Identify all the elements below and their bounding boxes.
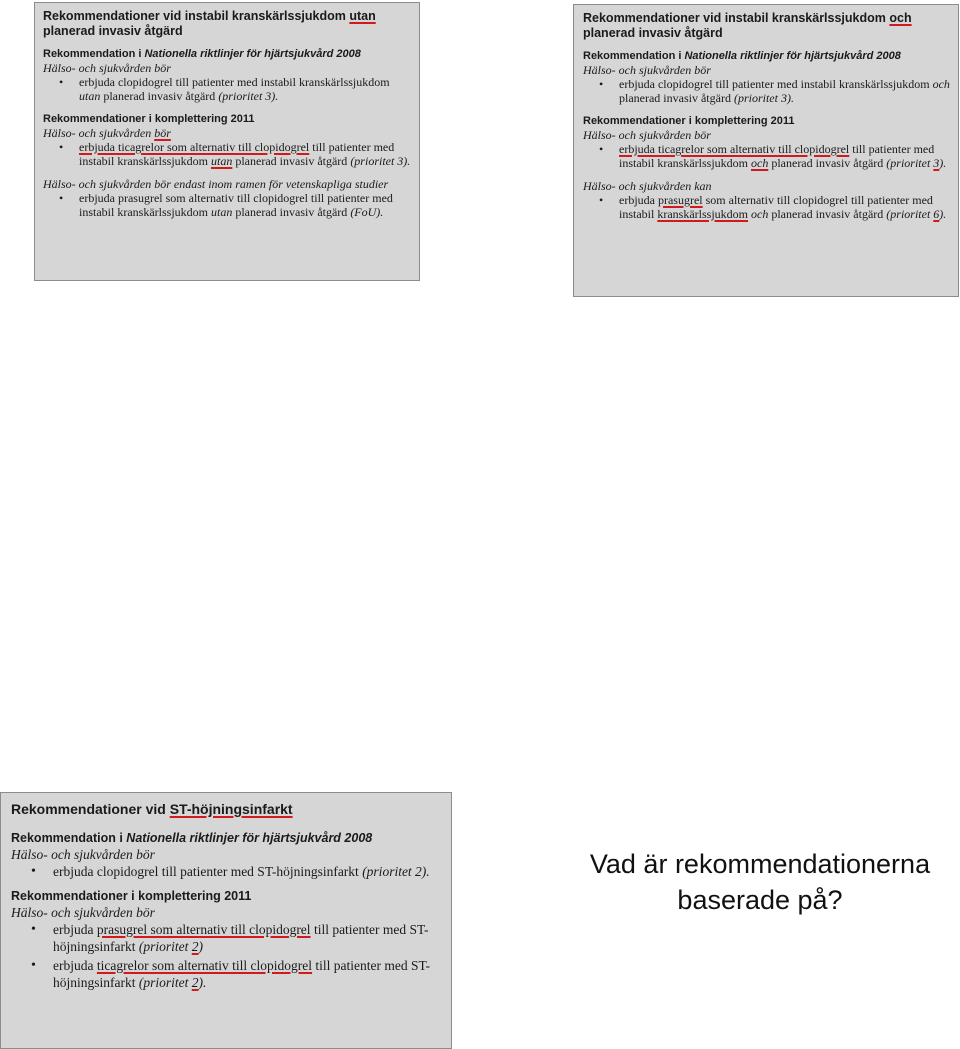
recommendation-list xyxy=(11,921,441,991)
panel-title: Rekommendationer vid instabil kranskärlssjukdom utan planerad invasiv åtgärd xyxy=(43,9,376,38)
recommendation-list xyxy=(43,75,411,103)
recommendation-item: • erbjuda prasugrel som alternativ till clopidogrel till patienter med instabil kranskärlssjukdom och planerad invasiv åtgärd (prioritet 6). xyxy=(619,193,950,221)
section-lead: Hälso- och sjukvården kan xyxy=(583,179,712,193)
recommendation-panel-unstable-without xyxy=(34,2,420,281)
recommendation-item: • erbjuda clopidogrel till patienter med instabil kranskärlssjukdom utan planerad invasiv åtgärd (prioritet 3). xyxy=(79,75,411,103)
recommendation-panel-stemi xyxy=(0,792,452,1049)
recommendation-list xyxy=(43,140,411,168)
recommendation-item: • erbjuda ticagrelor som alternativ till clopidogrel till patienter med ST-höjningsinfarkt (prioritet 2). xyxy=(53,957,441,991)
recommendation-item: • erbjuda clopidogrel till patienter med instabil kranskärlssjukdom och planerad invasiv åtgärd (prioritet 3). xyxy=(619,77,950,105)
section-lead: Hälso- och sjukvården bör xyxy=(583,128,711,142)
recommendation-item: • erbjuda prasugrel som alternativ till clopidogrel till patienter med ST-höjningsinfarkt (prioritet 2) xyxy=(53,921,441,955)
recommendation-list xyxy=(11,863,441,880)
panel-title: Rekommendationer vid ST-höjningsinfarkt xyxy=(11,801,293,817)
section-lead: Hälso- och sjukvården bör xyxy=(11,847,155,862)
section-lead: Hälso- och sjukvården bör xyxy=(11,905,155,920)
recommendation-item: • erbjuda ticagrelor som alternativ till clopidogrel till patienter med instabil kranskärlssjukdom utan planerad invasiv åtgärd (prioritet 3). xyxy=(79,140,411,168)
section-lead: Hälso- och sjukvården bör endast inom ramen för vetenskapliga studier xyxy=(43,177,389,191)
recommendation-list xyxy=(583,77,950,105)
recommendation-item: • erbjuda ticagrelor som alternativ till clopidogrel till patienter med instabil kranskärlssjukdom och planerad invasiv åtgärd (prioritet 3). xyxy=(619,142,950,170)
section-heading-2011: Rekommendationer i komplettering 2011 xyxy=(583,115,795,127)
recommendation-list xyxy=(583,193,950,221)
panel-title: Rekommendationer vid instabil kranskärlssjukdom och planerad invasiv åtgärd xyxy=(583,11,912,40)
question-line-2: baserade på? xyxy=(677,885,843,915)
section-heading-2011: Rekommendationer i komplettering 2011 xyxy=(43,113,255,125)
section-heading-2008: Rekommendation i Nationella riktlinjer för hjärtsjukvård 2008 xyxy=(583,50,901,62)
recommendation-panel-unstable-with xyxy=(573,4,959,297)
recommendation-list xyxy=(583,142,950,170)
recommendation-item: • erbjuda clopidogrel till patienter med ST-höjningsinfarkt (prioritet 2). xyxy=(53,863,441,880)
recommendation-item: • erbjuda prasugrel som alternativ till clopidogrel till patienter med instabil kranskärlssjukdom utan planerad invasiv åtgärd (FoU). xyxy=(79,191,411,219)
section-heading-2008: Rekommendation i Nationella riktlinjer för hjärtsjukvård 2008 xyxy=(43,48,361,60)
question-text xyxy=(560,846,960,918)
section-lead: Hälso- och sjukvården bör xyxy=(43,61,171,75)
question-line-1: Vad är rekommendationerna xyxy=(589,849,931,879)
recommendation-list xyxy=(43,191,411,219)
section-lead: Hälso- och sjukvården bör xyxy=(43,126,171,140)
section-lead: Hälso- och sjukvården bör xyxy=(583,63,711,77)
section-heading-2008: Rekommendation i Nationella riktlinjer för hjärtsjukvård 2008 xyxy=(11,831,373,845)
section-heading-2011: Rekommendationer i komplettering 2011 xyxy=(11,889,252,903)
